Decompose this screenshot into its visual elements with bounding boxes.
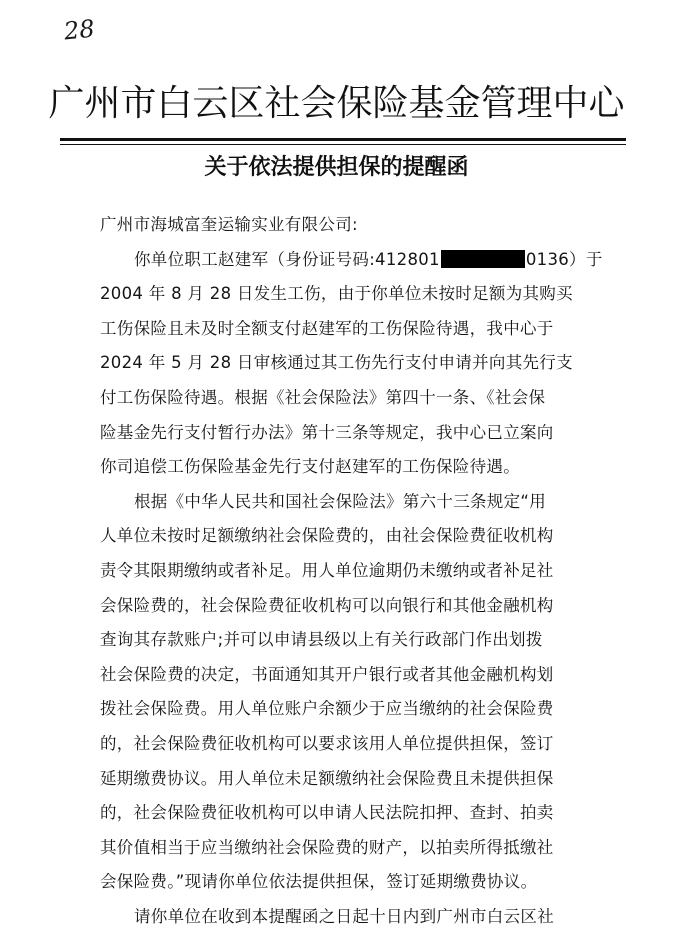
- paragraph-1-line: 2024 年 5 月 28 日审核通过其工伤先行支付申请并向其先行支: [100, 353, 573, 373]
- text-segment: 你单位职工赵建军（身份证号码:412801: [134, 249, 440, 269]
- paragraph-2-line: 其价值相当于应当缴纳社会保险费的财产，以拍卖所得抵缴社: [100, 837, 554, 857]
- organization-title: 广州市白云区社会保险基金管理中心: [48, 83, 625, 124]
- paragraph-2-line: 人单位未按时足额缴纳社会保险费的，由社会保险费征收机构: [100, 526, 554, 546]
- paragraph-2-line: 会保险费的，社会保险费征收机构可以向银行和其他金融机构: [100, 595, 554, 615]
- paragraph-2-line: 延期缴费协议。用人单位未足额缴纳社会保险费且未提供担保: [100, 768, 554, 788]
- paragraph-2-line: 的，社会保险费征收机构可以申请人民法院扣押、查封、拍卖: [100, 803, 554, 823]
- paragraph-2-line: 查询其存款账户;并可以申请县级以上有关行政部门作出划拨: [100, 630, 543, 650]
- text-segment: 0136）于: [525, 249, 603, 269]
- redaction-bar: [441, 250, 525, 268]
- paragraph-2-line: 会保险费。”现请你单位依法提供担保，签订延期缴费协议。: [100, 872, 538, 892]
- paragraph-2-line: 责令其限期缴纳或者补足。用人单位逾期仍未缴纳或者补足社: [100, 560, 554, 580]
- page-number: 28: [62, 14, 96, 46]
- addressee: 广州市海城富奎运输实业有限公司:: [100, 215, 358, 234]
- header-rule-thin: [60, 144, 626, 145]
- paragraph-1-line-1: [100, 243, 620, 278]
- paragraph-3-line-1: 请你单位在收到本提醒函之日起十日内到广州市白云区社: [134, 906, 554, 926]
- document-title: 关于依法提供担保的提醒函: [204, 155, 469, 180]
- paragraph-1-line: 2004 年 8 月 28 日发生工伤，由于你单位未按时足额为其购买: [100, 284, 573, 304]
- letter-body: [100, 208, 620, 934]
- paragraph-1-line: 工伤保险且未及时全额支付赵建军的工伤保险待遇，我中心于: [100, 318, 554, 338]
- paragraph-1-line: 付工伤保险待遇。根据《社会保险法》第四十一条、《社会保: [100, 387, 546, 407]
- paragraph-2-line: 的，社会保险费征收机构可以要求该用人单位提供担保，签订: [100, 733, 554, 753]
- header-rule-thick: [60, 138, 626, 141]
- paragraph-2-line: 社会保险费的决定，书面通知其开户银行或者其他金融机构划: [100, 664, 554, 684]
- paragraph-2-line: 拨社会保险费。用人单位账户余额少于应当缴纳的社会保险费: [100, 699, 554, 719]
- paragraph-2-line-1: 根据《中华人民共和国社会保险法》第六十三条规定“用: [134, 491, 547, 511]
- paragraph-1-line: 险基金先行支付暂行办法》第十三条等规定，我中心已立案向: [100, 422, 554, 442]
- paragraph-1-line: 你司追偿工伤保险基金先行支付赵建军的工伤保险待遇。: [100, 457, 520, 477]
